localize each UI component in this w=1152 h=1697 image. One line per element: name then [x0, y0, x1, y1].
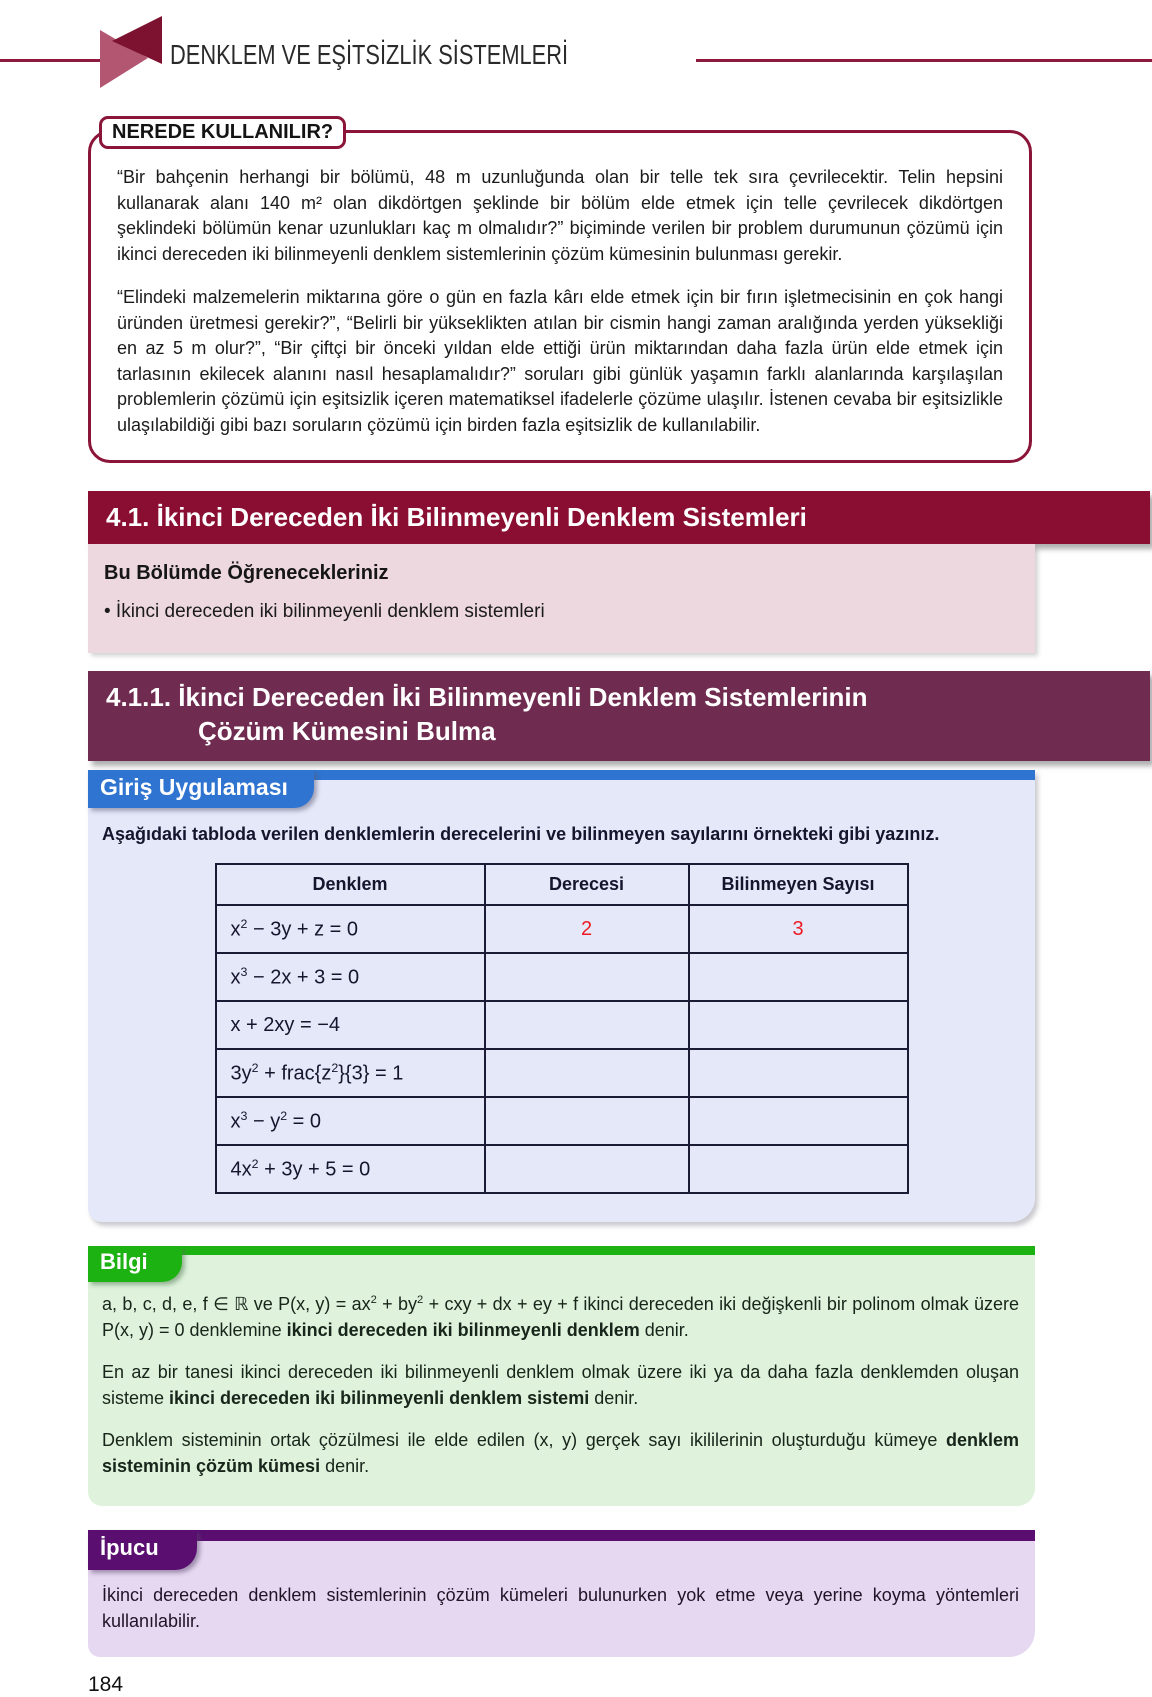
table-row	[216, 1049, 908, 1097]
equation-cell: $x^2 - 3y + z = 0$	[216, 905, 485, 953]
degree-cell	[485, 1145, 689, 1193]
intro-activity-tab: Giriş Uygulaması	[88, 770, 314, 808]
degree-cell	[485, 1049, 689, 1097]
equation-cell: $x^3 - 2x + 3 = 0$	[216, 953, 485, 1001]
equation-cell: $3y^2$ + $frac\{z^2\}\{3\} = 1$	[216, 1049, 485, 1097]
unknown-count-cell: 3	[689, 905, 908, 953]
tip-bar	[88, 1530, 1035, 1541]
info-box	[88, 1246, 1035, 1506]
table-row	[216, 1097, 908, 1145]
page-header	[0, 0, 1152, 104]
column-header-degree: Derecesi	[485, 864, 689, 905]
unknown-count-cell	[689, 1049, 908, 1097]
where-used-paragraph: “Elindeki malzemelerin miktarına göre o gün en fazla kârı elde etmek için bir fırın işletmecisinin en çok hangi üründen üretmesi gerekir?”, “Belirli bir yükseklikten atılan bir cismin hangi zaman aralığında yerden yüksekliği en az 5 m olur?”, “Bir çiftçi bir önceki yıldan elde ettiği ürün miktarından daha fazla ürün elde etmek için tarlasının ekilecek alanını nasıl hesaplamalıdır?” soruları gibi günlük yaşamın farklı alanlarında karşılaşılan problemlerin çözümü için eşitsizlik içeren matematiksel ifadelerle çözüme ulaşılır. İstenen cevaba bir eşitsizlikle ulaşılabildiği gibi bazı soruların çözümü için birden fazla eşitsizlik de kullanılabilir.	[117, 287, 1003, 435]
unknown-count-cell	[689, 953, 908, 1001]
equation-table-head	[216, 864, 908, 905]
tip-box	[88, 1530, 1035, 1656]
subsection-title-line1: 4.1.1. İkinci Dereceden İki Bilinmeyenli Denklem Sistemlerinin	[106, 682, 868, 713]
header-content	[100, 10, 696, 99]
info-paragraph: a, b, c, d, e, f ∈ ℝ ve P(x, $y) = ax^2 + by^2$ + cxy + dx + ey + f ikinci dereceden iki değişkenli bir polinom olmak üzere P(x, y) = 0 denklemine ikinci dereceden iki bilinmeyenli denklem denir.	[102, 1294, 1019, 1340]
degree-cell	[485, 1097, 689, 1145]
column-header-equation: Denklem	[216, 864, 485, 905]
intro-activity-instruction: Aşağıdaki tabloda verilen denklemlerin derecelerini ve bilinmeyen sayılarını örnekteki gibi yazınız.	[102, 824, 940, 845]
where-used-box	[88, 121, 1032, 463]
chapter-title: DENKLEM VE EŞİTSİZLİK SİSTEMLERİ	[170, 38, 569, 70]
learn-box	[88, 544, 1035, 653]
column-header-unknowns: Bilinmeyen Sayısı	[689, 864, 908, 905]
table-row	[216, 953, 908, 1001]
degree-cell: 2	[485, 905, 689, 953]
learn-heading: Bu Bölümde Öğrenecekleriniz	[104, 562, 389, 585]
where-used-title: NEREDE KULLANILIR?	[99, 116, 346, 149]
equation-cell: x + 2xy = −4	[216, 1001, 485, 1049]
table-row	[216, 905, 908, 953]
equation-cell: $4x^2 + 3y + 5 = 0$	[216, 1145, 485, 1193]
page-number: 184	[88, 1672, 124, 1696]
equation-table	[215, 863, 909, 1194]
subsection-banner	[88, 671, 1150, 761]
triangle-ribbon-icon	[100, 14, 162, 95]
tip-text: İkinci dereceden denklem sistemlerinin çözüm kümeleri bulunurken yok etme veya yerine koyma yöntemleri kullanılabilir.	[102, 1585, 1019, 1632]
unknown-count-cell	[689, 1145, 908, 1193]
equation-cell: $x^3 - y^2 = 0$	[216, 1097, 485, 1145]
table-row	[216, 1145, 908, 1193]
degree-cell	[485, 953, 689, 1001]
subsection-title-line2: Çözüm Kümesini Bulma	[198, 716, 496, 747]
tip-tab: İpucu	[88, 1530, 197, 1570]
degree-cell	[485, 1001, 689, 1049]
equation-table-body	[216, 905, 908, 1193]
info-bar	[88, 1246, 1035, 1255]
unknown-count-cell	[689, 1001, 908, 1049]
table-row	[216, 1001, 908, 1049]
info-tab: Bilgi	[88, 1246, 182, 1282]
intro-activity-box	[88, 770, 1035, 1222]
info-paragraph: Denklem sisteminin ortak çözülmesi ile elde edilen (x, y) gerçek sayı ikililerinin oluşturduğu kümeye denklem sisteminin çözüm kümesi denir.	[102, 1430, 1019, 1476]
info-paragraph: En az bir tanesi ikinci dereceden iki bilinmeyenli denklem olmak üzere iki ya da daha fazla denklemden oluşan sisteme ikinci dereceden iki bilinmeyenli denklem sistemi denir.	[102, 1362, 1019, 1408]
where-used-paragraph: “Bir bahçenin herhangi bir bölümü, 48 m uzunluğunda olan bir telle tek sıra çevrilecektir. Telin hepsini kullanarak alanı 140 m² olan dikdörtgen şeklinde bir bölüm elde etmek için telle çevrilecek dikdörtgen şeklindeki bölümün kenar uzunlukları kaç m olmalıdır?” biçiminde verilen bir problem durumunun çözümü için ikinci dereceden iki bilinmeyenli denklem sistemlerinin çözüm kümesinin bulunması gerekir.	[117, 167, 1003, 264]
learn-item: • İkinci dereceden iki bilinmeyenli denklem sistemleri	[104, 601, 545, 623]
section-banner: 4.1. İkinci Dereceden İki Bilinmeyenli Denklem Sistemleri	[88, 491, 1150, 544]
unknown-count-cell	[689, 1097, 908, 1145]
